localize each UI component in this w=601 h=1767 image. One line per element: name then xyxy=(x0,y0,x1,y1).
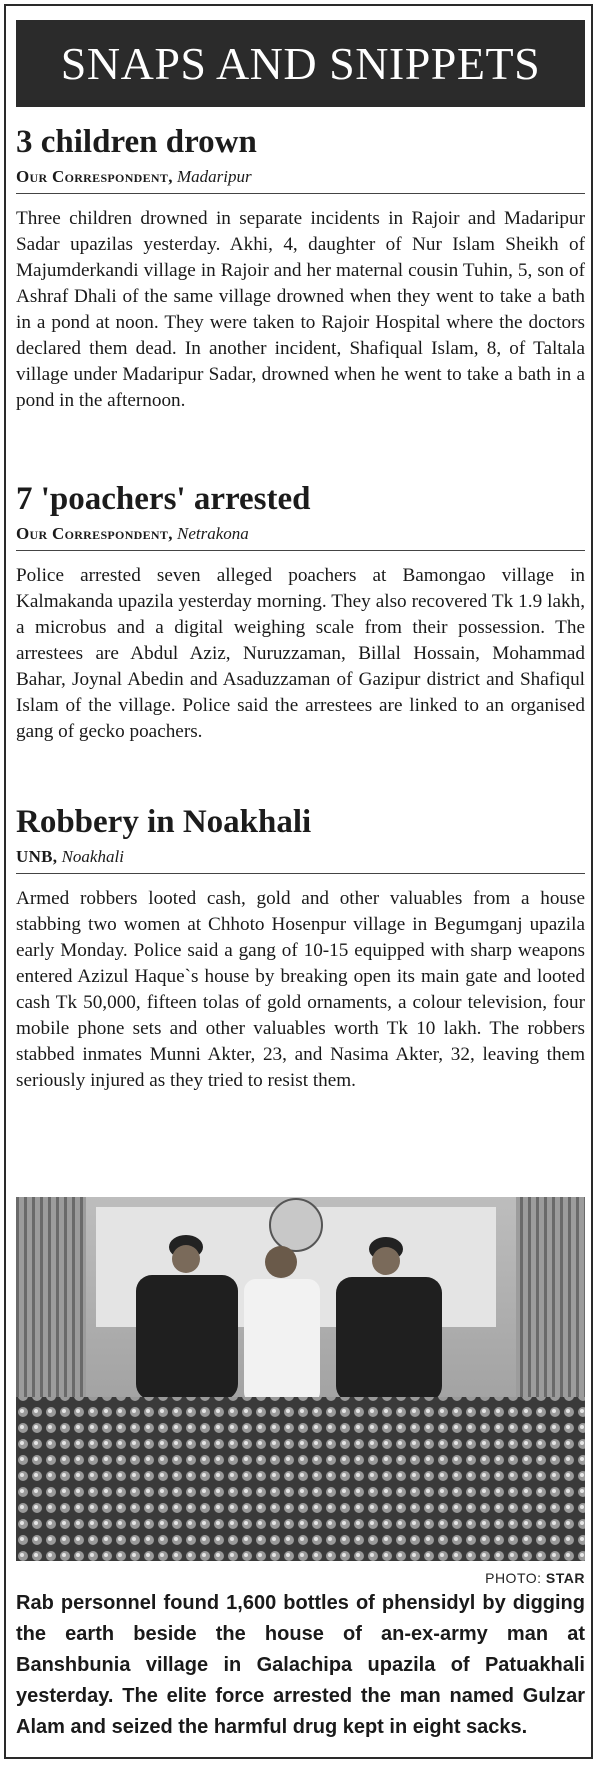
byline-source: Our Correspondent, xyxy=(16,167,173,186)
story-headline: Robbery in Noakhali xyxy=(16,804,312,840)
story-poachers-arrested xyxy=(16,480,585,745)
curtain-left xyxy=(16,1197,86,1427)
story-body: Police arrested seven alleged poachers at Bamongao village in Kalmakanda upazila yesterday morning. They also recovered Tk 1.9 lakh, a microbus and a digital weighing scale from their possession. The arrestees are Abdul Aziz, Nuruzzaman, Billal Hossain, Mohammad Bahar, Joynal Abedin and Asaduzzaman of Gazipur district and Shafiqul Islam of the village. Police said the arrestees are linked to an organised gang of gecko poachers. xyxy=(16,565,585,742)
story-byline xyxy=(16,167,585,194)
byline-place: Madaripur xyxy=(177,167,252,186)
news-photo-illustration xyxy=(16,1197,585,1561)
photo-credit-label: PHOTO: xyxy=(485,1570,542,1586)
story-headline: 3 children drown xyxy=(16,124,257,160)
story-robbery-noakhali xyxy=(16,803,585,1094)
byline-place: Netrakona xyxy=(177,524,249,543)
story-children-drown xyxy=(16,123,585,414)
section-banner: SNAPS AND SNIPPETS xyxy=(16,20,585,107)
byline-source: Our Correspondent, xyxy=(16,524,173,543)
story-body: Armed robbers looted cash, gold and other valuables from a house stabbing two women at Chhoto Hosenpur village in Begumganj upazila early Monday. Police said a gang of 10-15 equipped with sharp weapons entered Azizul Haque`s house by breaking open its main gate and looted cash Tk 50,000, fifteen tolas of gold ornaments, a colour television, four mobile phone sets and other valuables worth Tk 10 lakh. The robbers stabbed inmates Munni Akter, 23, and Nasima Akter, 32, leaving them seriously injured as they tried to resist them. xyxy=(16,888,585,1091)
curtain-right xyxy=(516,1197,585,1427)
story-byline xyxy=(16,524,585,551)
news-photo xyxy=(16,1197,585,1561)
byline-source: UNB, xyxy=(16,847,58,866)
photo-credit xyxy=(16,1570,585,1586)
story-body: Three children drowned in separate incidents in Rajoir and Madaripur Sadar upazilas yesterday. Akhi, 4, daughter of Nur Islam Sheikh of Majumderkandi village in Rajoir and her maternal cousin Tuhin, 5, son of Ashraf Dhali of the same village drowned when they went to take a bath in a pond at noon. They were taken to Rajoir Hospital where the doctors declared them dead. In another incident, Shafiqual Islam, 8, of Taltala village under Madaripur Sadar, drowned when he went to take a bath in a pond in the afternoon. xyxy=(16,208,585,411)
phensidyl-bottles xyxy=(16,1397,585,1561)
story-byline xyxy=(16,847,585,874)
byline-place: Noakhali xyxy=(61,847,124,866)
photo-credit-source: STAR xyxy=(545,1570,585,1586)
photo-caption: Rab personnel found 1,600 bottles of phensidyl by digging the earth beside the house of an-ex-army man at Banshbunia village in Galachipa upazila of Patuakhali yesterday. The elite force arrested the man named Gulzar Alam and seized the harmful drug kept in eight sacks. xyxy=(16,1592,585,1738)
story-headline: 7 'poachers' arrested xyxy=(16,481,311,517)
emblem xyxy=(270,1199,322,1251)
